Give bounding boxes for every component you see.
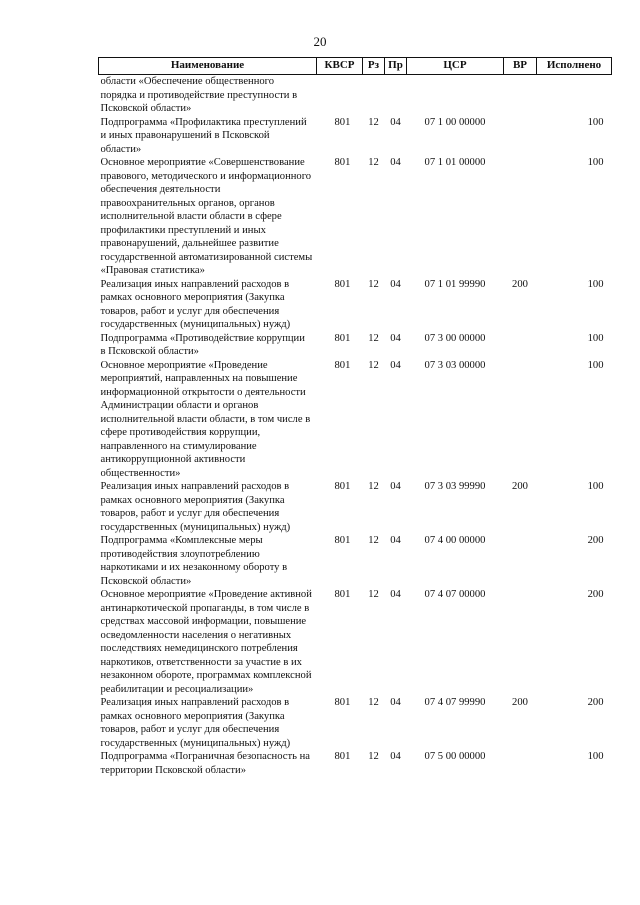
- cell-rz: 12: [368, 697, 379, 708]
- cell-pr: [385, 75, 407, 116]
- cell-pr: 04: [390, 589, 401, 600]
- cell-done: [537, 75, 612, 116]
- cell-kvsr: 801: [334, 481, 351, 492]
- page-number: 20: [313, 34, 327, 49]
- cell-rz: 12: [368, 481, 379, 492]
- cell-name: Реализация иных направлений расходов в рамках основного мероприятия (Закупка товаров, работ и услуг для обеспечения государственных (муниципальных) нужд): [100, 278, 291, 330]
- cell-rz: 12: [368, 116, 379, 128]
- cell-kvsr: 801: [334, 157, 351, 168]
- cell-kvsr: 801: [334, 332, 351, 344]
- table-row: [99, 750, 612, 777]
- cell-rz: [363, 75, 385, 116]
- cell-name: Подпрограмма «Профилактика преступлений и иных правонарушений в Псковской области»: [100, 116, 307, 155]
- cell-kvsr: 801: [334, 116, 351, 128]
- cell-csr: 07 4 07 99990: [424, 697, 486, 708]
- header-kvsr: КВСР: [317, 58, 363, 75]
- header-vr: ВР: [504, 58, 537, 75]
- cell-kvsr: 801: [334, 278, 351, 290]
- cell-csr: 07 1 01 99990: [424, 278, 486, 290]
- table-row: [99, 359, 612, 481]
- table-row: [99, 156, 612, 278]
- table-row: [99, 75, 612, 116]
- cell-done: 100: [587, 278, 604, 290]
- cell-pr: 04: [390, 359, 401, 371]
- table-row: [99, 696, 612, 750]
- cell-vr: 200: [512, 481, 528, 492]
- cell-vr: 200: [512, 697, 528, 708]
- cell-pr: 04: [390, 751, 401, 762]
- cell-name: Основное мероприятие «Совершенствование правового, методического и информационного обеспечения деятельности правоохранительных органов, органов исполнительной власти области в сфере профилактики преступлений и иных правонарушений, дальнейшее развитие государственной автоматизированной системы «Правовая статистика»: [100, 157, 313, 276]
- table-row: [99, 588, 612, 696]
- table-row: [99, 116, 612, 157]
- cell-csr: 07 5 00 00000: [424, 751, 486, 762]
- cell-done: 100: [587, 359, 604, 371]
- cell-name: Основное мероприятие «Проведение активной антинаркотической пропаганды, в том числе в средствах массовой информации, повышение осведомленности населения о негативных последствиях немедицинского потребления наркотиков, ответственности за участие в их незаконном обороте, программах комплексной реабилитации и ресоциализации»: [100, 589, 312, 695]
- cell-done: 100: [587, 157, 604, 168]
- table-row: [99, 278, 612, 332]
- cell-kvsr: [317, 75, 363, 116]
- cell-rz: 12: [368, 535, 379, 546]
- cell-pr: 04: [390, 481, 401, 492]
- cell-kvsr: 801: [334, 359, 351, 371]
- cell-pr: 04: [390, 157, 401, 168]
- cell-csr: 07 1 01 00000: [424, 157, 486, 168]
- cell-csr: 07 4 00 00000: [424, 535, 486, 546]
- cell-csr: 07 3 00 00000: [424, 332, 486, 344]
- cell-pr: 04: [390, 535, 401, 546]
- cell-vr: [504, 588, 537, 696]
- cell-vr: [504, 359, 537, 481]
- cell-csr: 07 3 03 00000: [424, 359, 486, 371]
- table-row: [99, 332, 612, 359]
- cell-name: Основное мероприятие «Проведение мероприятий, направленных на повышение информационной открытости о деятельности Администрации области и органов исполнительной власти области, в том числе в сфере противодействия коррупции, направленного на стимулирование антикоррупционной активности общественности»: [100, 359, 311, 479]
- cell-vr: [504, 332, 537, 359]
- cell-rz: 12: [368, 589, 379, 600]
- cell-csr: 07 4 07 00000: [424, 589, 486, 600]
- cell-kvsr: 801: [334, 535, 351, 546]
- cell-done: 100: [587, 751, 604, 762]
- cell-done: 100: [587, 481, 604, 492]
- header-rz: Рз: [363, 58, 385, 75]
- cell-pr: 04: [390, 697, 401, 708]
- cell-csr: [407, 75, 504, 116]
- cell-done: 200: [587, 535, 604, 546]
- cell-done: 200: [587, 589, 604, 600]
- cell-rz: 12: [368, 751, 379, 762]
- cell-done: 100: [587, 116, 604, 128]
- cell-vr: [504, 156, 537, 278]
- header-pr: Пр: [385, 58, 407, 75]
- budget-table: [98, 57, 612, 777]
- table-row: [99, 480, 612, 534]
- cell-kvsr: 801: [334, 751, 351, 762]
- cell-pr: 04: [390, 278, 401, 290]
- cell-name: Реализация иных направлений расходов в рамках основного мероприятия (Закупка товаров, работ и услуг для обеспечения государственных (муниципальных) нужд): [100, 697, 291, 749]
- cell-rz: 12: [368, 359, 379, 371]
- cell-name: области «Обеспечение общественного порядка и противодействие преступности в Псковской области»: [100, 76, 298, 114]
- cell-done: 200: [587, 697, 604, 708]
- header-done: Исполнено: [537, 58, 612, 75]
- cell-name: Подпрограмма «Пограничная безопасность на территории Псковской области»: [100, 751, 310, 776]
- header-csr: ЦСР: [407, 58, 504, 75]
- header-name: Наименование: [99, 58, 317, 75]
- cell-name: Подпрограмма «Комплексные меры противодействия злоупотреблению наркотиками и их незаконному обороту в Псковской области»: [100, 535, 288, 587]
- cell-vr: [504, 750, 537, 777]
- cell-vr: [504, 116, 537, 157]
- cell-csr: 07 3 03 99990: [424, 481, 486, 492]
- cell-name: Подпрограмма «Противодействие коррупции в Псковской области»: [100, 332, 305, 357]
- cell-name: Реализация иных направлений расходов в рамках основного мероприятия (Закупка товаров, работ и услуг для обеспечения государственных (муниципальных) нужд): [100, 481, 291, 533]
- cell-kvsr: 801: [334, 589, 351, 600]
- cell-vr: 200: [512, 278, 528, 290]
- cell-rz: 12: [368, 278, 379, 290]
- table-header: [99, 58, 612, 75]
- cell-pr: 04: [390, 332, 401, 344]
- cell-done: 100: [587, 332, 604, 344]
- cell-csr: 07 1 00 00000: [424, 116, 486, 128]
- cell-pr: 04: [390, 116, 401, 128]
- cell-rz: 12: [368, 332, 379, 344]
- cell-rz: 12: [368, 157, 379, 168]
- table-body: [99, 75, 612, 778]
- table-row: [99, 534, 612, 588]
- cell-kvsr: 801: [334, 697, 351, 708]
- cell-vr: [504, 534, 537, 588]
- cell-vr: [504, 75, 537, 116]
